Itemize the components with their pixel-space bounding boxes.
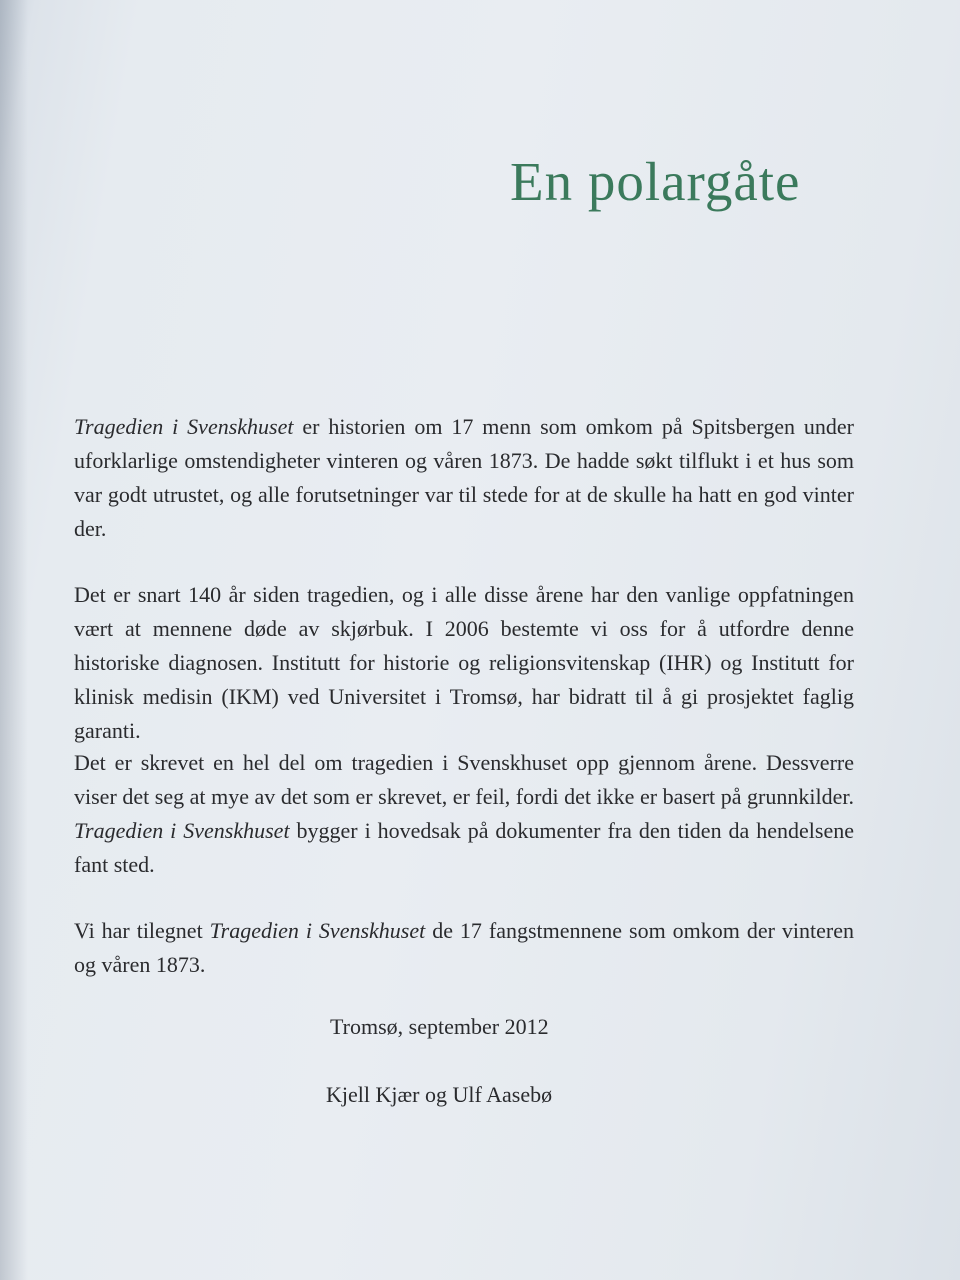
book-title-italic: Tragedien i Svenskhuset: [209, 918, 426, 943]
paragraph-dedication-text-before: Vi har tilegnet: [74, 918, 210, 943]
book-title-italic: Tragedien i Svenskhuset: [74, 818, 290, 843]
paragraph-sources-text-before: Det er skrevet en hel del om tragedien i Svenskhuset opp gjennom årene. Dessverre viser det seg at mye av det som er skrevet, er feil, fordi det ikke er basert på grunnkilder.: [74, 750, 854, 809]
author-signature: Kjell Kjær og Ulf Aasebø: [326, 1082, 553, 1107]
paragraph-history-text: Det er snart 140 år siden tragedien, og i alle disse årene har den vanlige oppfatningen vært at mennene døde av skjørbuk. I 2006 bestemte vi oss for å utfordre denne historiske diagnosen. Institutt for historie og religionsvitenskap (IHR) og Institutt for klinisk medisin (IKM) ved Universitet i Tromsø, har bidratt til å gi prosjektet faglig garanti.: [74, 582, 854, 743]
paragraph-sources-text-after: bygger i hovedsak på dokumenter fra den tiden da hendelsene fant sted.: [74, 818, 854, 877]
paragraph-dedication-text-after: de 17 fangstmennene som omkom der vinteren og våren 1873.: [74, 918, 855, 977]
paragraph-dedication: [74, 914, 854, 982]
paragraph-intro-text: er historien om 17 menn som omkom på Spitsbergen under uforklarlige omstendigheter vinteren og våren 1873. De hadde søkt tilflukt i et hus som var godt utrustet, og alle forutsetninger var til stede for at de skulle ha hatt en god vinter der.: [74, 414, 854, 541]
page-gutter-shadow: [0, 0, 28, 1280]
page-title: En polargåte: [510, 151, 801, 212]
book-title-italic: Tragedien i Svenskhuset: [74, 414, 294, 439]
place-and-date: Tromsø, september 2012: [330, 1014, 549, 1039]
paragraph-sources: [74, 746, 854, 882]
paragraph-history: [74, 578, 854, 748]
paragraph-intro: [74, 410, 854, 546]
